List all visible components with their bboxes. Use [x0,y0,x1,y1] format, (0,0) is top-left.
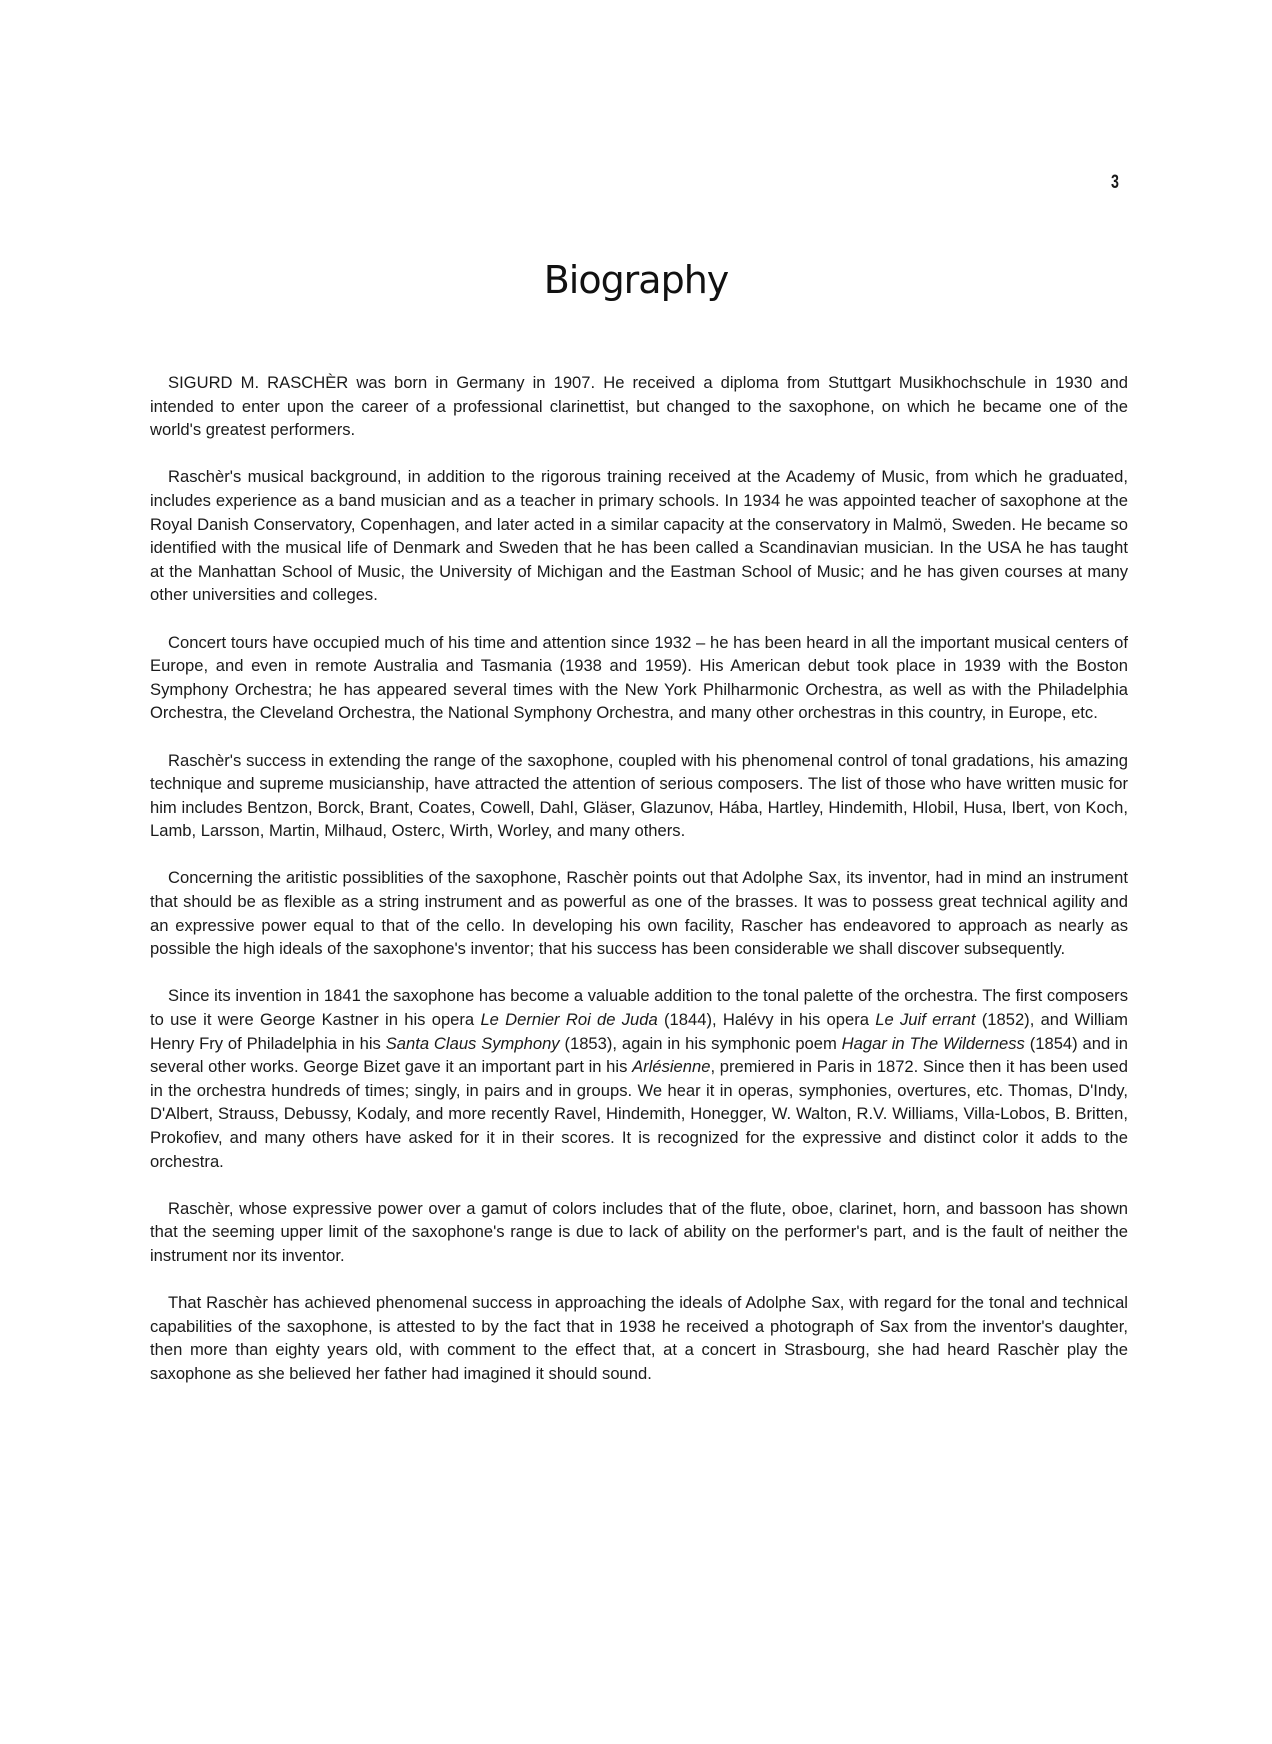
biography-paragraph [150,984,1128,1173]
paragraph-text: Raschèr's musical background, in addition to the rigorous training received at the Academy of Music, from which he graduated, includes experience as a band musician and as a teacher in primary schools. In 1934 he was appointed teacher of saxophone at the Royal Danish Conservatory, Copenhagen, and later acted in a similar capacity at the conservatory in Malmö, Sweden. He became so identified with the musical life of Denmark and Sweden that he has been called a Scandinavian musician. In the USA he has taught at the Manhattan School of Music, the University of Michigan and the Eastman School of Music; and he has given courses at many other universities and colleges. [150,467,1128,605]
page-number: 3 [1111,172,1119,193]
paragraph-text: SIGURD M. RASCHÈR was born in Germany in 1907. He received a diploma from Stuttgart Musikhochschule in 1930 and intended to enter upon the career of a professional clarinettist, but changed to the saxophone, on which he became one of the world's greatest performers. [150,373,1128,440]
paragraph-text: Raschèr's success in extending the range of the saxophone, coupled with his phenomenal control of tonal gradations, his amazing technique and supreme musicianship, have attracted the attention of serious composers. The list of those who have written music for him includes Bentzon, Borck, Brant, Coates, Cowell, Dahl, Gläser, Glazunov, Hába, Hartley, Hindemith, Hlobil, Husa, Ibert, von Koch, Lamb, Larsson, Martin, Milhaud, Osterc, Wirth, Worley, and many others. [150,750,1128,841]
paragraph-text: That Raschèr has achieved phenomenal success in approaching the ideals of Adolphe Sax, with regard for the tonal and technical capabilities of the saxophone, is attested to by the fact that in 1938 he received a photograph of Sax from the inventor's daughter, then more than eighty years old, with comment to the effect that, at a concert in Strasbourg, she had heard Raschèr play the saxophone as she believed her father had imagined it should sound. [150,1293,1128,1383]
paragraph-text: (1854) and in several other works. George Bizet gave it an important part in his [150,1033,1128,1077]
work-title: Arlésienne [632,1057,711,1077]
biography-body [150,371,1128,1409]
paragraph-text: Since its invention in 1841 the saxophone has become a valuable addition to the tonal palette of the orchestra. The first composers to use it were George Kastner in his opera [150,986,1128,1030]
paragraph-text: Concert tours have occupied much of his time and attention since 1932 – he has been heard in all the important musical centers of Europe, and even in remote Australia and Tasmania (1938 and 1959). His American debut took place in 1939 with the Boston Symphony Orchestra; he has appeared several times with the New York Philharmonic Orchestra, as well as with the Philadelphia Orchestra, the Cleveland Orchestra, the National Symphony Orchestra, and many other orchestras in this country, in Europe, etc. [150,632,1128,723]
work-title: Hagar in The Wilderness [841,1033,1025,1053]
biography-paragraph [150,749,1128,843]
paragraph-text: (1853), again in his symphonic poem [559,1033,842,1053]
paragraph-text: Raschèr, whose expressive power over a gamut of colors includes that of the flute, oboe, clarinet, horn, and bassoon has shown that the seeming upper limit of the saxophone's range is due to lack of ability on the performer's part, and is the fault of neither the instrument nor its inventor. [150,1198,1128,1265]
biography-paragraph [150,866,1128,960]
paragraph-text: (1852), and William Henry Fry of Philadelphia in his [150,1010,1128,1053]
paragraph-text: , premiered in Paris in 1872. Since then it has been used in the orchestra hundreds of times; singly, in pairs and in groups. We hear it in operas, symphonies, overtures, etc. Thomas, D'Indy, D'Albert, Strauss, Debussy, Kodaly, and more recently Ravel, Hindemith, Honegger, W. Walton, R.V. Williams, Villa-Lobos, B. Britten, Prokofiev, and many others have asked for it in their scores. It is recognized for the expressive and distinct color it adds to the orchestra. [150,1057,1128,1171]
work-title: Le Juif errant [875,1010,976,1030]
biography-paragraph [150,465,1128,607]
page-title: Biography [543,258,729,302]
biography-paragraph [150,631,1128,725]
work-title: Le Dernier Roi de Juda [480,1010,658,1030]
biography-paragraph [150,371,1128,442]
paragraph-text: Concerning the aritistic possiblities of the saxophone, Raschèr points out that Adolphe Sax, its inventor, had in mind an instrument that should be as flexible as a string instrument and as powerful as one of the brasses. It was to possess great technical agility and an expressive power equal to that of the cello. In developing his own facility, Rascher has endeavored to approach as nearly as possible the high ideals of the saxophone's inventor; that his success has been considerable we shall discover subsequently. [150,868,1128,959]
paragraph-text: (1844), Halévy in his opera [657,1010,876,1030]
biography-paragraph [150,1291,1128,1385]
biography-paragraph [150,1197,1128,1268]
work-title: Santa Claus Symphony [385,1033,560,1053]
